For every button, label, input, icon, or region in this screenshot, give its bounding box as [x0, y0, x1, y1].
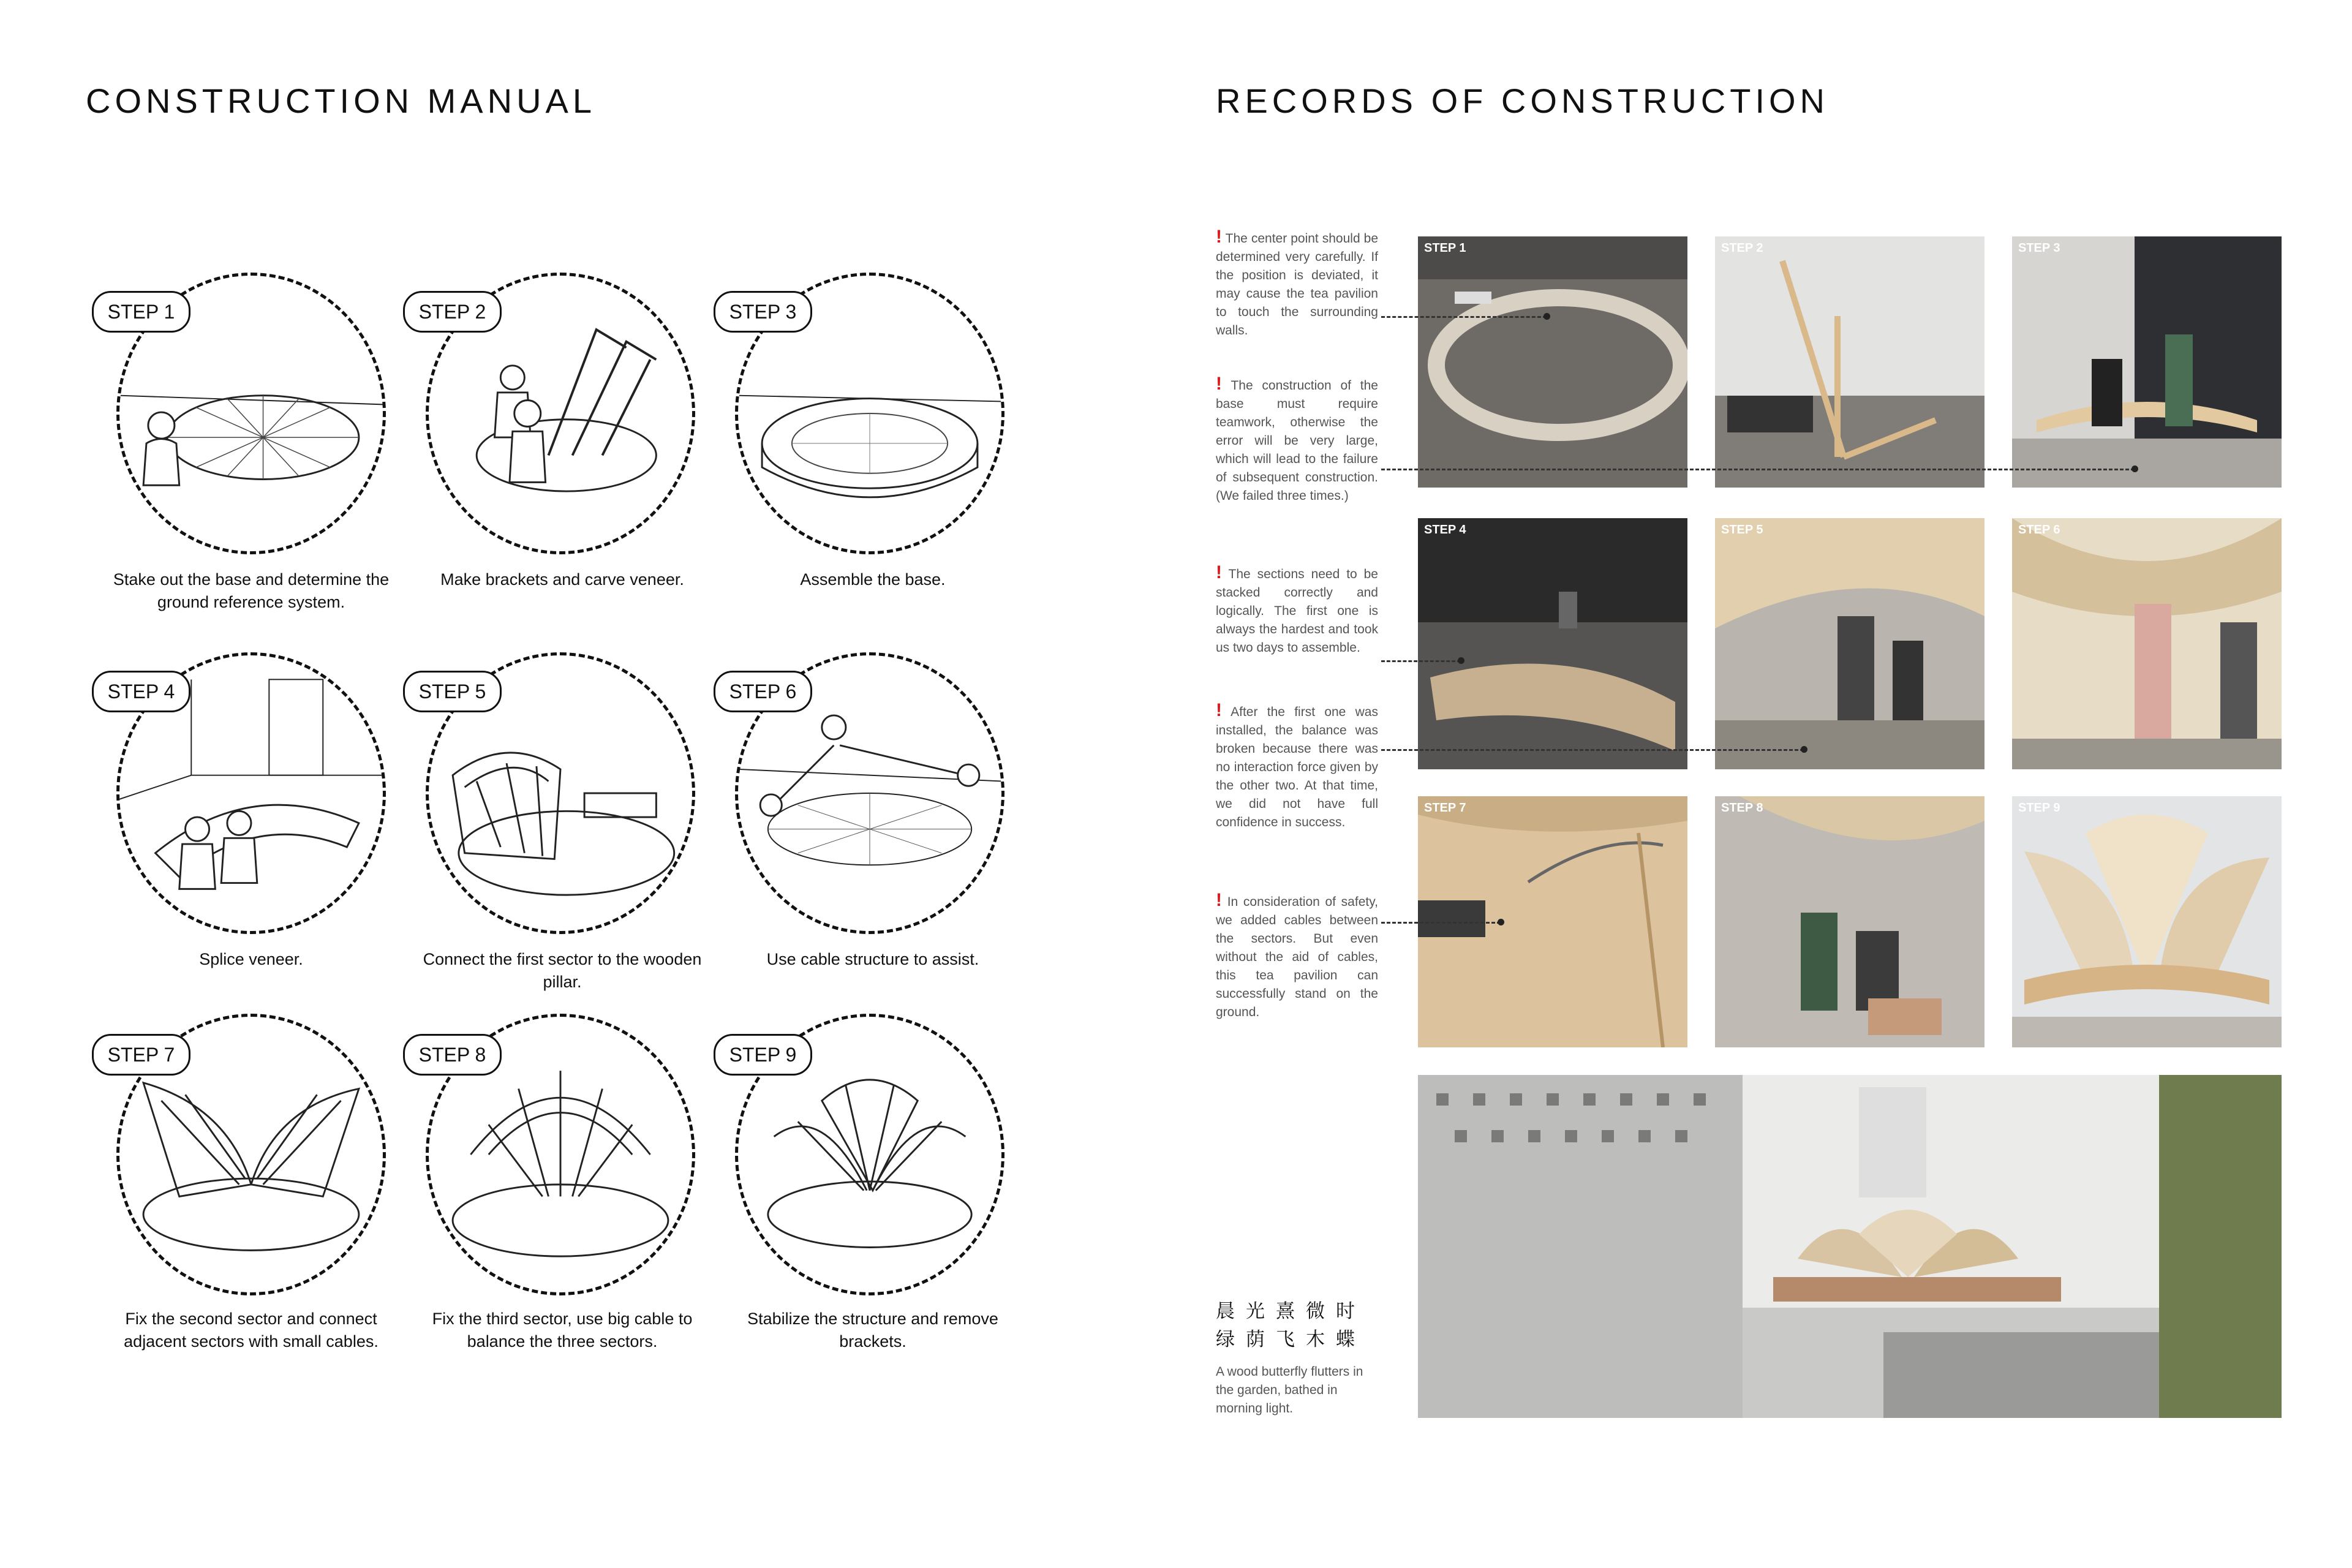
- step-1-tag: STEP 1: [92, 291, 190, 333]
- step-6-tag: STEP 6: [714, 671, 812, 712]
- step-4-caption: Splice veneer.: [199, 950, 303, 968]
- photo-step-4-label: STEP 4: [1424, 523, 1466, 537]
- step-8-caption: Fix the third sector, use big cable to balance the three sectors.: [432, 1310, 693, 1351]
- photo-step-7-label: STEP 7: [1424, 801, 1466, 815]
- note-5: ! In consideration of safety, we added cables between the sectors. But even without the aid of cables, this tea pavilion can successfully stand on the ground.: [1216, 890, 1378, 1019]
- step-2-tag: STEP 2: [403, 291, 502, 333]
- step-6-caption: Use cable structure to assist.: [766, 950, 979, 968]
- leader-note-1: [1381, 316, 1547, 318]
- photo-step-2-label: STEP 2: [1721, 241, 1763, 255]
- photo-step-1-label: STEP 1: [1424, 241, 1466, 255]
- step-7-caption: Fix the second sector and connect adjacent sectors with small cables.: [124, 1310, 379, 1351]
- leader-note-3-dot: [1458, 657, 1464, 664]
- photo-step-8-label: STEP 8: [1721, 801, 1763, 815]
- leader-note-4: [1381, 749, 1804, 751]
- step-3-tag: STEP 3: [714, 291, 812, 333]
- step-3-caption: Assemble the base.: [800, 570, 946, 589]
- leader-note-4-dot: [1801, 746, 1807, 753]
- photo-step-3-label: STEP 3: [2018, 241, 2060, 255]
- photo-step-3: [2012, 236, 2282, 488]
- exclamation-icon: !: [1216, 374, 1222, 394]
- step-8-tag: STEP 8: [403, 1034, 502, 1076]
- leader-note-2-dot: [2132, 466, 2138, 472]
- step-5-tag: STEP 5: [403, 671, 502, 712]
- photo-step-9-label: STEP 9: [2018, 801, 2060, 815]
- exclamation-icon: !: [1216, 562, 1222, 582]
- note-4: ! After the first one was installed, the balance was broken because there was no interaction force given by the other two. At that time, we did not have full confidence in success.: [1216, 700, 1378, 829]
- leader-note-5-dot: [1498, 919, 1504, 925]
- poem-line-1: 晨光熹微时: [1216, 1300, 1366, 1322]
- final-caption: A wood butterfly flutters in the garden, bathed in morning light.: [1216, 1365, 1363, 1415]
- step-2-caption: Make brackets and carve veneer.: [440, 570, 684, 589]
- records-title: RECORDS OF CONSTRUCTION: [1216, 81, 1829, 120]
- photo-step-2: [1715, 236, 1985, 488]
- photo-step-6-label: STEP 6: [2018, 523, 2060, 537]
- step-9-tag: STEP 9: [714, 1034, 812, 1076]
- step-9-caption: Stabilize the structure and remove brackets.: [747, 1310, 998, 1351]
- leader-note-1-dot: [1544, 313, 1550, 320]
- photo-final-pavilion: [1418, 1075, 2282, 1418]
- leader-note-5: [1381, 922, 1501, 924]
- poem-line-2: 绿荫飞木蝶: [1216, 1329, 1366, 1351]
- photo-step-5: [1715, 518, 1985, 769]
- photo-step-9: [2012, 796, 2282, 1047]
- photo-step-1: [1418, 236, 1687, 488]
- exclamation-icon: !: [1216, 890, 1222, 910]
- step-5-caption: Connect the first sector to the wooden pillar.: [423, 950, 702, 991]
- exclamation-icon: !: [1216, 227, 1222, 247]
- photo-step-6: [2012, 518, 2282, 769]
- photo-step-5-label: STEP 5: [1721, 523, 1763, 537]
- manual-title: CONSTRUCTION MANUAL: [86, 81, 597, 120]
- step-1-caption: Stake out the base and determine the ground reference system.: [113, 570, 390, 611]
- step-7-tag: STEP 7: [92, 1034, 190, 1076]
- leader-note-2: [1381, 469, 2135, 470]
- exclamation-icon: !: [1216, 700, 1222, 720]
- note-2: ! The construction of the base must require teamwork, otherwise the error will be very large, which will lead to the failure of subsequent construction. (We failed three times.): [1216, 374, 1378, 503]
- note-3: ! The sections need to be stacked correctly and logically. The first one is always the hardest and took us two days to assemble.: [1216, 562, 1378, 655]
- note-1: ! The center point should be determined very carefully. If the position is deviated, it may cause the tea pavilion to touch the surrounding walls.: [1216, 227, 1378, 337]
- photo-step-4: [1418, 518, 1687, 769]
- step-4-tag: STEP 4: [92, 671, 190, 712]
- leader-note-3: [1381, 660, 1461, 662]
- photo-step-8: [1715, 796, 1985, 1047]
